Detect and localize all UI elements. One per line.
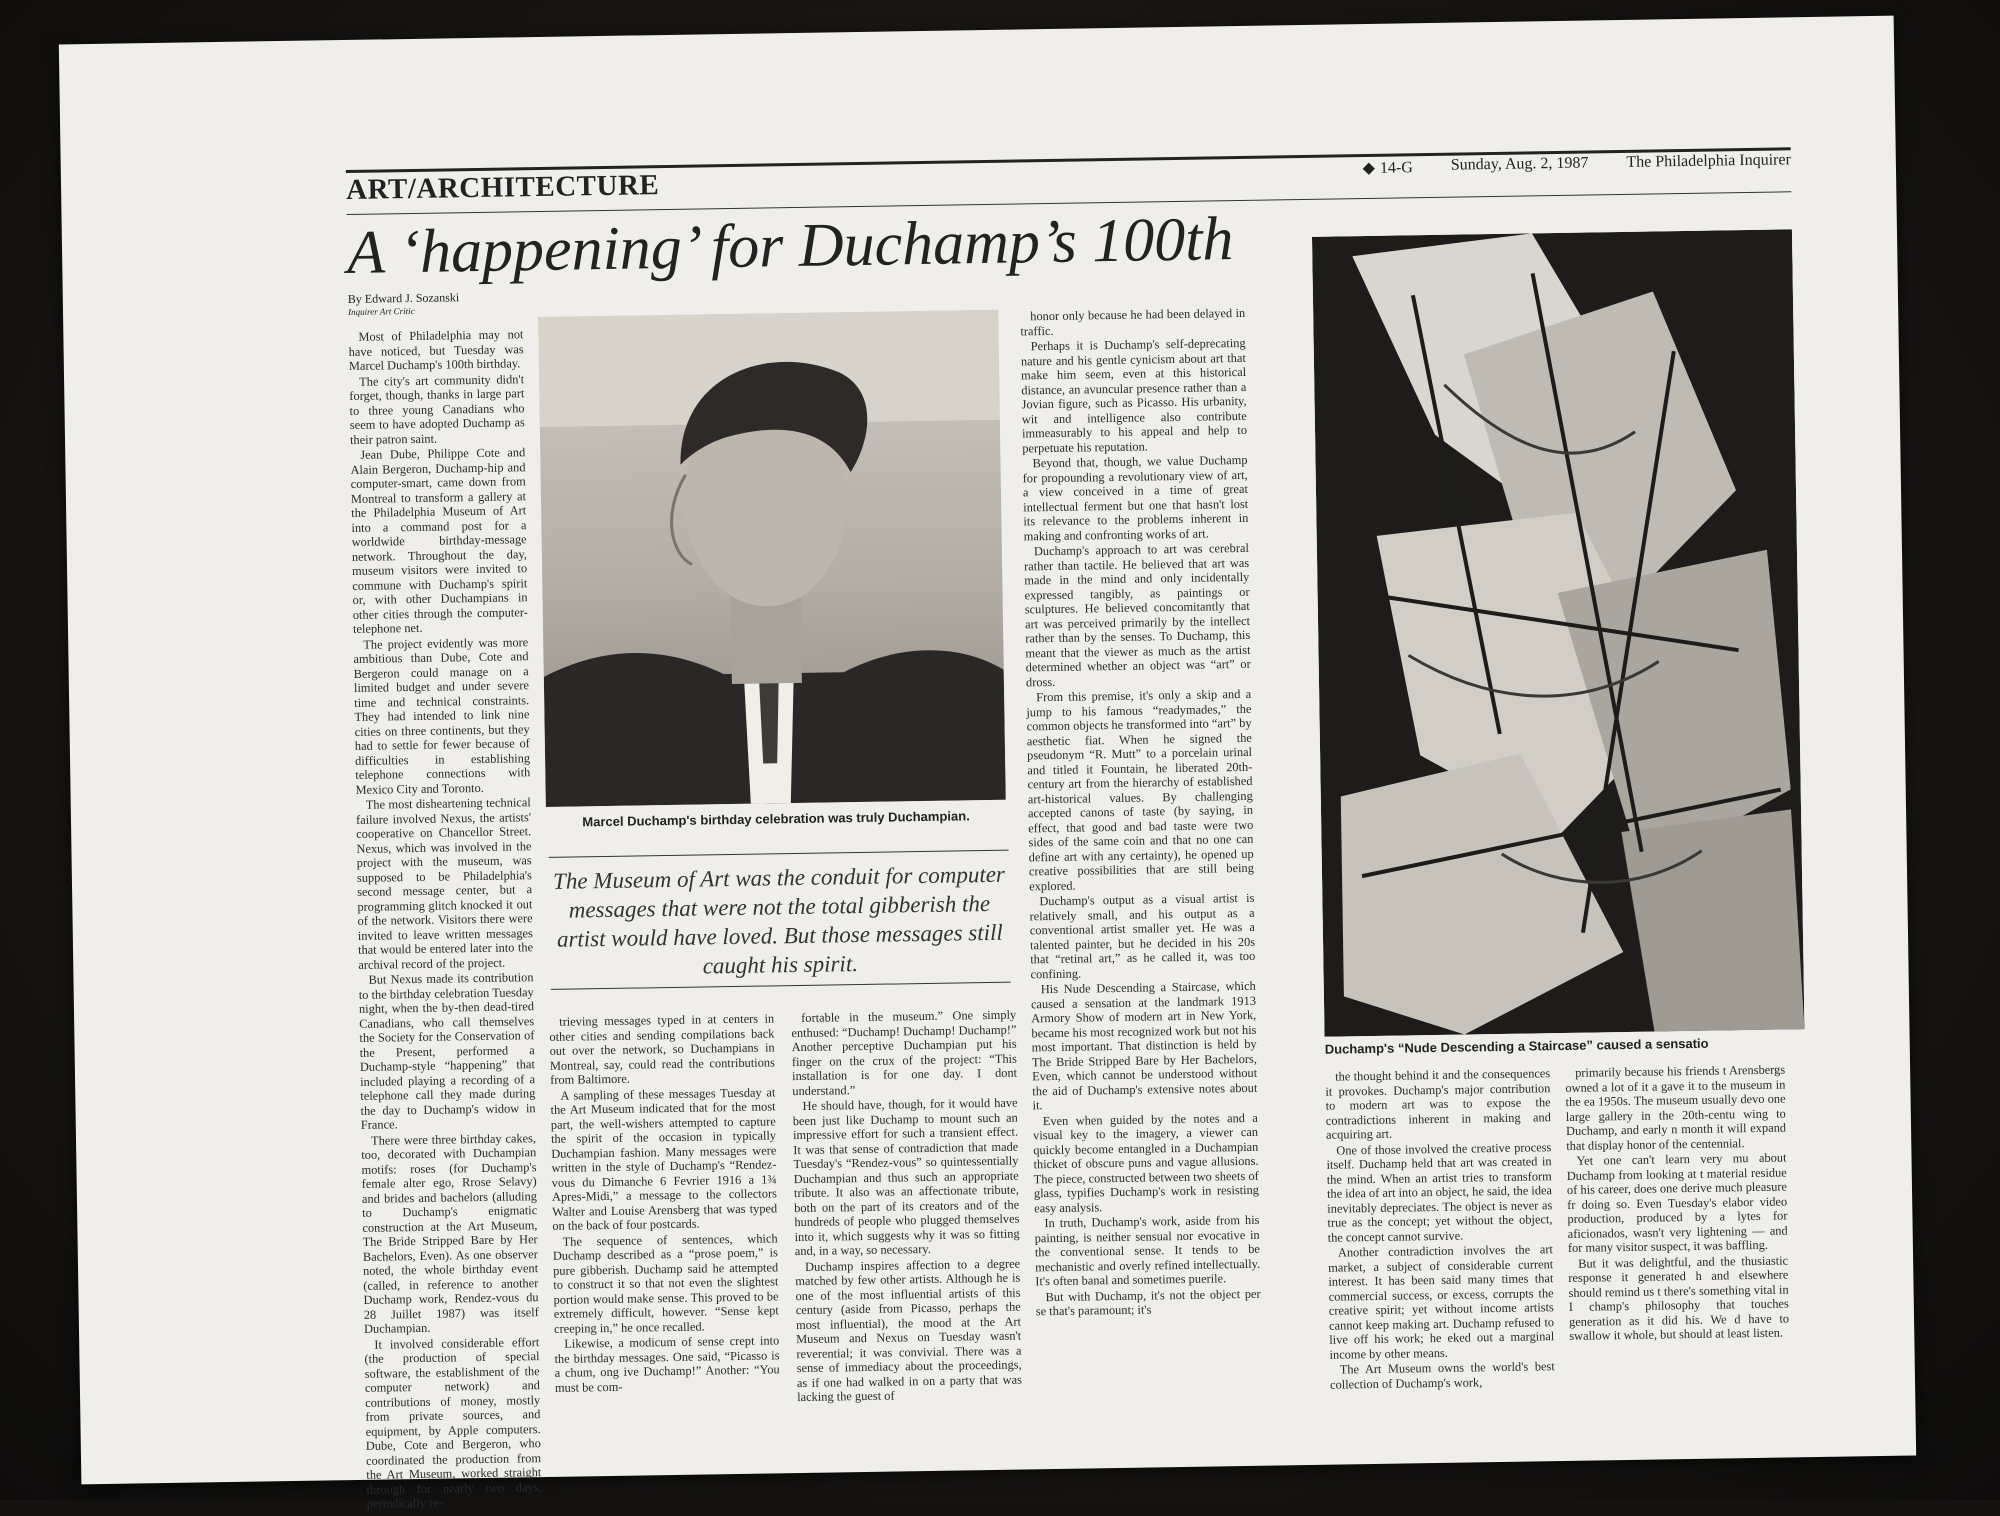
article-page — [345, 147, 1811, 1511]
paragraph: fortable in the museum.” One simply enthused: “Duchamp! Duchamp! Duchamp!” Another perceptive Duchampian put his finger on the crux of the project: “This installation is for one day. I dont understand.” — [791, 1007, 1018, 1098]
paragraph: He should have, though, for it would have been just like Duchamp to mount such an impressive effort for such a transient effect. It was that sense of contradiction that made Tuesday's “Rendez-vous” so quintessentially Duchampian and thus such an appropriate tribute. It also was an affectionate tribute, both on the part of its creators and of the hundreds of people who plugged themselves into it, which suggests why it was so fitting and, in a way, so necessary. — [792, 1095, 1020, 1259]
paragraph: From this premise, it's only a skip and a jump to his famous “readymades,” the common objects he transformed into “art” by aesthetic fiat. When he signed the pseudonym “R. Mutt” to a porcelain urinal and titled it Fountain, he liberated 20th-century art from the hierarchy of established art-historical values. By challenging accepted canons of taste (by saying, in effect, that good and bad taste were two sides of the same coin and that no one can define art with any certainty), he opened up creative possibilities that are still being explored. — [1026, 686, 1254, 893]
pull-quote: The Museum of Art was the conduit for computer messages that were not the total gibberish the artist would have loved. But those messages still caught his spirit. — [552, 861, 1006, 979]
paragraph: Duchamp's approach to art was cerebral rather than tactile. He believed that art was made in the mind and only incidentally expressed tangibly, as paintings or sculptures. He believed concomitantly that art was perceived primarily by the intellect rather than by the senses. To Duchamp, this meant that the viewer as much as the artist determined whether an object was “art” or dross. — [1024, 540, 1251, 689]
paragraph: But it was delightful, and the thusiastic response it generated h and elsewhere should remind us t there's something vital in I champ's philosophy that touches generation as it did his. We d have to swallow it whole, but should at least listen. — [1568, 1252, 1790, 1343]
paragraph: the thought behind it and the consequences it provokes. Duchamp's major contribution to modern art was to expose the contradictions inherent in making and acquiring art. — [1325, 1066, 1551, 1142]
pull-quote-bottom-rule — [551, 982, 1011, 990]
newspaper-name: The Philadelphia Inquirer — [1626, 151, 1791, 171]
paragraph: Even when guided by the notes and a visual key to the imagery, a viewer can quickly become entangled in a Duchampian thicket of obscure puns and vague allusions. The piece, constructed between two sheets of glass, typifies Duchamp's work in resisting easy analysis. — [1032, 1110, 1260, 1215]
paragraph: The Art Museum owns the world's best collection of Duchamp's work, — [1329, 1359, 1555, 1392]
paragraph: It involved considerable effort (the production of special software, the establishment of the computer network) and contributions of money, mostly from private sources, and equipment, by Apple computers. Dube, Cote and Bergeron, who coordinated the production from the Art Museum, worked straight through for nearly two days, periodically re- — [364, 1334, 542, 1511]
text-column-6 — [1565, 1063, 1791, 1436]
text-column-2 — [549, 1011, 781, 1444]
paragraph: In truth, Duchamp's work, aside from his painting, is neither sensual nor evocative in the conventional sense. It tends to be mechanistic and overly refined intellectually. It's often banal and sometimes puerile. — [1034, 1212, 1261, 1289]
paragraph: Beyond that, though, we value Duchamp for propounding a revolutionary view of art, a view conceived in a time of great intellectual ferment but one that hasn't lost its relevance to the problems inherent in making and confronting works of art. — [1022, 452, 1249, 543]
paragraph: His Nude Descending a Staircase, which caused a sensation at the landmark 1913 Armory Show of modern art in New York, became his most recognized work but not his most important. That distinction is held by The Bride Stripped Bare by Her Bachelors, Even, which cannot be understood without the aid of Duchamp's extensive notes about it. — [1030, 978, 1258, 1113]
paragraph: But with Duchamp, it's not the object per se that's paramount; it's — [1035, 1286, 1261, 1319]
page-number-text: 14-G — [1379, 159, 1414, 177]
paragraph: The city's art community didn't forget, though, thanks in large part to three young Canadians who seem to have adopted Duchamp as their patron saint. — [349, 371, 525, 447]
photo-caption: Marcel Duchamp's birthday celebration was truly Duchampian. — [582, 808, 970, 830]
diamond-icon: ◆ — [1362, 159, 1376, 178]
paragraph: One of those involved the creative process itself. Duchamp held that art was created in the mind. When an artist tries to transform the idea of art into an object, he said, the idea inevitably depreciates. The object is never as true as the concept; yet without the object, the concept cannot survive. — [1326, 1139, 1553, 1245]
painting-caption: Duchamp's “Nude Descending a Staircase” caused a sensatio — [1324, 1035, 1709, 1057]
paragraph: trieving messages typed in at centers in other cities and sending compilations back out over the network, so Duchampians in Montreal, say, could read the contributions from Baltimore. — [549, 1011, 775, 1087]
text-column-1 — [348, 327, 542, 1511]
paragraph: Perhaps it is Duchamp's self-deprecating nature and his gentle cynicism about art that make him seem, even at this historical distance, an avuncular presence rather than a Jovian figure, such as Picasso. His urbanity, wit and intelligence also contribute immeasurably to his appeal and help to perpetuate his reputation. — [1020, 335, 1248, 455]
paragraph: Most of Philadelphia may not have noticed, but Tuesday was Marcel Duchamp's 100th birthday. — [348, 327, 524, 373]
page-number — [1363, 157, 1414, 178]
text-column-4 — [1020, 306, 1263, 1444]
section-label: ART/ARCHITECTURE — [345, 169, 660, 207]
headline: A ‘happening’ for Duchamp’s 100th — [346, 205, 1234, 287]
paragraph: Duchamp inspires affection to a degree matched by few other artists. Although he is one of the most influential artists of this century (aside from Picasso, perhaps the most influential), the mood at the Art Museum and Nexus on Tuesday wasn't reverential; it was convivial. There was a sense of immediacy about the proceedings, as if one had walked in on a party that was lacking the guest of — [795, 1256, 1022, 1405]
publication-date: Sunday, Aug. 2, 1987 — [1450, 154, 1589, 174]
paragraph: A sampling of these messages Tuesday at the Art Museum indicated that for the most part, the well-wishers attempted to capture the spirit of the occasion in typically Duchampian fashion. Many messages were written in the style of Duchamp's “Rendez-vous du Dimanche 6 Fevrier 1916 a 1¾ Apres-Midi,” a message to the collectors Walter and Louise Arensberg that was typed on the back of four postcards. — [550, 1084, 778, 1233]
paragraph: Duchamp's output as a visual artist is relatively small, and his output as a conventional artist smaller yet. He was a talented painter, but he decided in his 20s that “retinal art,” as he called it, was too confining. — [1029, 890, 1256, 981]
text-column-5 — [1325, 1066, 1556, 1439]
paragraph: The most disheartening technical failure involved Nexus, the artists' cooperative on Chancellor Street. Nexus, which was involved in the project with the museum, was supposed to be Philadelphia's second message center, but a programming glitch knocked it out of the network. Visitors there were invited to leave written messages that would be entered later into the archival record of the project. — [355, 795, 534, 972]
paragraph: Yet one can't learn very mu about Duchamp from looking at t material residue of his career, does one derive much pleasure fr doing so. Even Tuesday's elabor video production, produced by a lytes for aficionados, wasn't very lightening — and for many visitor suspect, it was baffling. — [1566, 1150, 1788, 1255]
paragraph: primarily because his friends t Arensbergs owned a lot of it a gave it to the museum in the ea 1950s. The museum usually devo one large gallery in the 20th-centu wing to Duchamp, and early n month it will expand that display honor of the centennial. — [1565, 1062, 1787, 1153]
paragraph: The project evidently was more ambitious than Dube, Cote and Bergeron could manage on a limited budget and under severe time and technical constraints. They had intended to link nine cities on three continents, but they had to settle for fewer because of difficulties in establishing telephone connections with Mexico City and Toronto. — [353, 634, 531, 797]
paragraph: Likewise, a modicum of sense crept into the birthday messages. One said, “Picasso is a chum, ong ive Duchamp!” Another: “You must be com- — [554, 1333, 780, 1395]
pull-quote-top-rule — [549, 850, 1009, 858]
paragraph: But Nexus made its contribution to the birthday celebration Tuesday night, when the by-then dead-tired Canadians, who call themselves the Society for the Conservation of the Present, performed a Duchamp-style “happening” that included playing a recording of a telephone call they made during the day to Duchamp's widow in France. — [358, 970, 536, 1132]
paragraph: honor only because he had been delayed in traffic. — [1020, 305, 1246, 338]
newspaper-clipping — [59, 16, 1916, 1511]
text-column-3 — [791, 1008, 1023, 1441]
portrait-photo — [538, 310, 1006, 807]
paragraph: The sequence of sentences, which Duchamp described as a “prose poem,” is pure gibberish. Duchamp said he attempted to construct it so that not even the slightest portion would make sense. This proved to be extremely difficult, however. “Sense kept creeping in,” he once recalled. — [552, 1230, 779, 1336]
paragraph: Jean Dube, Philippe Cote and Alain Bergeron, Duchamp-hip and computer-smart, came down from Montreal to transform a gallery at the Philadelphia Museum of Art into a command post for a worldwide birthday-message network. Throughout the day, museum visitors were invited to commune with Duchamp's spirit or, with other Duchampians in other cities through the computer-telephone net. — [350, 445, 528, 636]
paragraph: There were three birthday cakes, too, decorated with Duchampian motifs: roses (for Duchamp's female alter ego, Rrose Selavy) and brides and bachelors (alluding to Duchamp's enigmatic construction at the Art Museum, The Bride Stripped Bare by Her Bachelors, Even). As one observer noted, the whole birthday event (called, in reference to another Duchamp work, Rendez-vous du 28 Juillet 1987) was itself Duchampian. — [361, 1130, 539, 1336]
paragraph: Another contradiction involves the art market, a subject of considerable current interest. It has been said many times that commercial success, or excess, corrupts the creative spirit; yet without income artists cannot keep making art. Duchamp refused to live off his work; he eked out a marginal income by other means. — [1328, 1242, 1555, 1362]
byline-role: Inquirer Art Critic — [347, 305, 415, 317]
painting-image — [1312, 229, 1805, 1036]
byline: By Edward J. Sozanski — [347, 290, 460, 306]
